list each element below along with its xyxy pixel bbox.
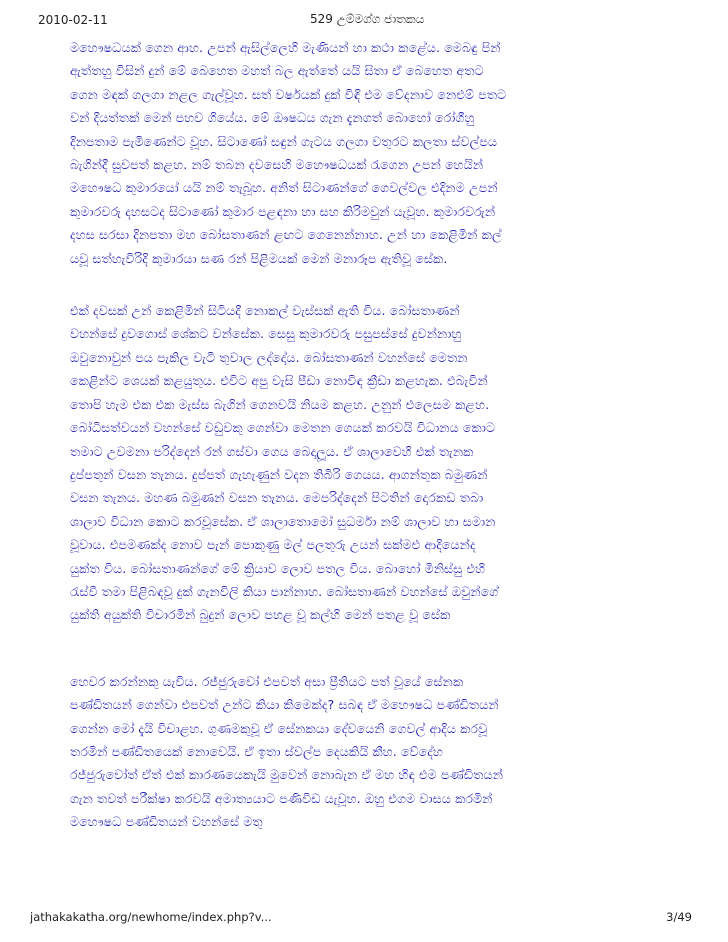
text-line: කුමාරවරු දහසටද සිටාණෝ කුමාර පළඳනා හා සහ කිරිමවුන් යැවූහ. කුමාරවරුන් <box>70 203 496 219</box>
text-line: ඔවුනොවුන් පය පැකිල වැටී තුවාල ලද්දෝය. බෝසතාණන් වහන්සේ මෙතන <box>70 349 468 365</box>
text-line: කෙළින්ට ශෙයක් කළයුතුය. එවිට අපු වැසි පීඩා නොවිඳ ක්‍රීඩා කළහැක. එබැවින් <box>70 373 488 389</box>
text-line: ගැන තවත් පරීක්ෂා කරවයි අමාත්‍යයාට පණිවිඩ යැවූහ. ඔහු එගම වාසය කරමින් <box>70 790 493 806</box>
text-line: රැස්වී තමා පිළිබඳවූ දුක් ගැනවිලි කියා පාන්නාහ. බෝසතාණන් වහන්සේ ඔවුන්ගේ <box>70 583 499 599</box>
text-line: හෙවර කරන්නකු යැවිය. රජ්ජුරුවෝ එපවත් අසා ප්‍රීතියට පත් වූයේ සේනක <box>70 673 464 689</box>
text-line: දහස සරසා දිනපතා මහ බෝසතාණන් ළඟට ගෙනෙන්නාහ. උන් හා කෙළිමින් කල් <box>70 227 502 243</box>
paragraph-2 <box>70 299 670 627</box>
document-body <box>70 36 670 834</box>
text-line: වන් දියත්තක් මෙන් පහව ගියේය. මේ ඖෂධය ගැන දැනගත් බොහෝ රෝගීහු <box>70 110 475 126</box>
text-line: මහෞෂධ කුමාරයෝ යයි නම් තැබූහ. අනිත් සිටාණන්ගේ ගෙවල්වල එදිනම උපන් <box>70 180 498 196</box>
text-line: තරමින් පණ්ඩිතයෙක් නොවෙයි. ඒ ඉතා ස්වල්ප දෙයකියි කීහ. වේදේහ <box>70 743 444 759</box>
text-line: බැගින්දී සුවපත් කළහ. නම් තබන දවසෙහි මහෞෂධයක් රැගෙන උපන් හෙයින් <box>70 157 484 173</box>
header-title: 529 උම්මග්ග ජාතකය <box>310 12 425 26</box>
text-line: මහෞෂධ පණ්ඩිතයන් වහන්සේ මතු <box>70 814 263 830</box>
text-line: යුක්ත විය. බෝසතාණන්ගේ මේ ක්‍රියාව ලොව පතල විය. බොහෝ මිනිස්සු එහි <box>70 560 486 576</box>
text-line: ගෙන මඳක් ගලගා නළල ගැල්වූහ. සත් වර්ෂයක් දුක් විඳි එම වේදනාව නෙළුම් පතට <box>70 86 507 102</box>
page-number: 3/49 <box>666 910 692 924</box>
paragraph-1 <box>70 36 670 270</box>
text-line: රජ්ජුරුවෝත් ඒත් එක් කාරණයෙකැයි මුවෙන් නොබැන ඒ මහ හිඳ එම පණ්ඩිතයන් <box>70 767 504 783</box>
text-line: යුක්ති අයුක්ති විචාරමින් බුදුන් ලොව පහළ වූ කල්හි මෙන් පතළ වූ සේක <box>70 607 451 623</box>
text-line: බෝධිසත්වයන් වහන්සේ වඩුවකු ගෙන්වා මෙතන ගෙයක් කරවයි විධානය කොට <box>70 420 496 436</box>
text-line: එක් දවසක් උන් කෙළිමින් සිටියදී නොකල් වැස්සක් ඇති විය. බෝසතාණන් <box>70 303 460 319</box>
text-line: දුප්පතුන් වසන තැනය. දුප්පත් ගැහැණුන් වදන තිබිරි ගෙයය. ආගන්තුක බමුණන් <box>70 466 488 482</box>
text-line: යවූ සත්හැවිරිදි කුමාරයා සණ රන් පිළිමයක් මෙන් මනාරූප ඇතිවූ සේක. <box>70 250 448 266</box>
text-line: වූවාය. එපමණක්ද නොව පැන් පොකුණු මල් පලතුරු උයන් සක්මළු ආදියෙන්ද <box>70 537 476 553</box>
text-line: ඇත්තහු විසින් දුන් මේ බෙහෙත මහත් බල ඇත්තේ යයි සිතා ඒ බෙහෙත අතට <box>70 63 484 79</box>
text-line: වහන්සේ දුවගොස් ශේකට වන්සේක. සෙසු කුමාරවරු පසුපස්සේ දුවන්නාහු <box>70 326 462 342</box>
text-line: තමාට උවමනා පරිද්දෙන් රන් ගස්වා ගෙය බෙදාලූය. ඒ ශාලාවෙහි එක් තැනක <box>70 443 474 459</box>
footer-url: jathakakatha.org/newhome/index.php?v... <box>30 910 272 924</box>
text-line: දිනපතාම පැමිණෙන්ට වූහ. සිටාණෝ සඳුන් ගැටය ගලගා වතුරට කලතා ස්වල්පය <box>70 133 498 149</box>
text-line: මහෞෂධයක් ගෙන ආහ. උපන් ඇසිල්ලෙහි මැණියන් හා කථා කළේය. මෙබඳු පින් <box>70 40 501 55</box>
text-line: ශාලාව විධාන කොට කරවූසේක. ඒ ශාලාතොමෝ සුධර්මා නම් ශාලාව හා සමාන <box>70 513 496 529</box>
text-line: තොපි හැම එක එක මැස්ස බැගින් ගෙනවයි නියම කළහ. උනුන් එලෙසම කළහ. <box>70 396 490 412</box>
text-line: වසන තැනය. මහණ බමුණන් වසන තැනය. මෙපරිද්දෙන් පිටතින් දොරකඩ තබා <box>70 490 484 506</box>
text-line: ගෙන්න මෝ දැයි විචාළහ. ගුණමකුවූ ඒ සේනකයා දේවයෙනි ගෙවල් ආදිය කරවූ <box>70 720 488 736</box>
text-line: පණ්ඩිතයන් ගෙන්වා එපවත් උන්ට කියා කිමෙක්ද? සබඳ ඒ මහෞෂධ පණ්ඩිතයන් <box>70 697 499 713</box>
header-date: 2010-02-11 <box>38 13 108 27</box>
paragraph-3 <box>70 670 670 834</box>
